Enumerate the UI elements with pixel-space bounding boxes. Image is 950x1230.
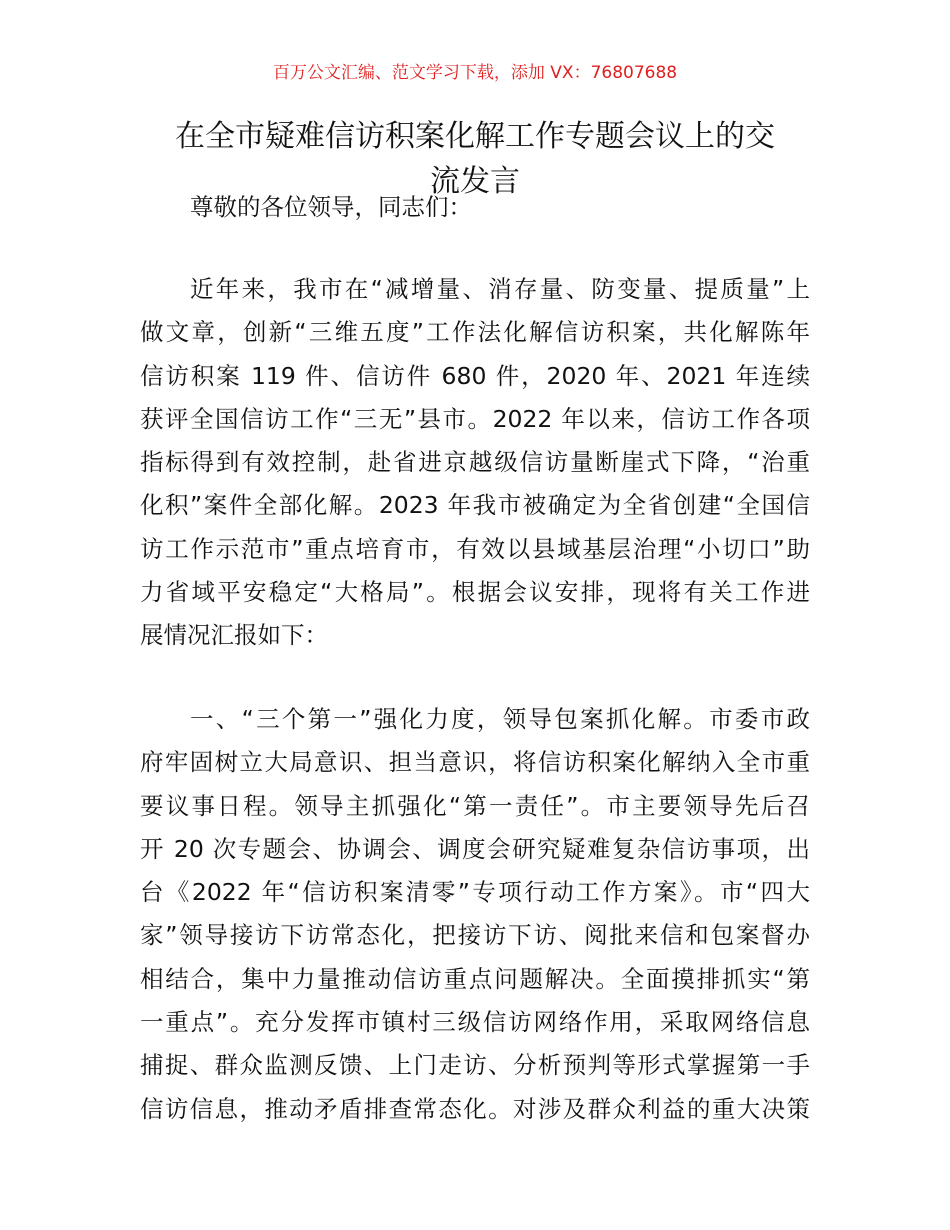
greeting-text: 尊敬的各位领导，同志们： (190, 193, 472, 221)
text-line: 一重点”。充分发挥市镇村三级信访网络作用，采取网络信息 (140, 1008, 810, 1037)
text-line: 获评全国信访工作“三无”县市。2022 年以来，信访工作各项 (140, 404, 810, 433)
text-line: 力省域平安稳定“大格局”。根据会议安排，现将有关工作进 (140, 578, 810, 607)
text-line: 相结合，集中力量推动信访重点问题解决。全面摸排抓实“第 (140, 964, 810, 993)
paragraph-intro (140, 268, 810, 658)
paragraph-section-1 (140, 698, 810, 1131)
text-line: 家”领导接访下访常态化，把接访下访、阅批来信和包案督办 (140, 921, 810, 950)
watermark-header: 百万公文汇编、范文学习下载，添加 VX：76807688 (272, 63, 678, 83)
greeting (140, 186, 810, 229)
text-line: 访工作示范市”重点培育市，有效以县域基层治理“小切口”助 (140, 534, 810, 563)
text-line: 近年来，我市在“减增量、消存量、防变量、提质量”上 (190, 275, 810, 303)
text-line: 开 20 次专题会、协调会、调度会研究疑难复杂信访事项，出 (140, 834, 810, 863)
text-line: 府牢固树立大局意识、担当意识，将信访积案化解纳入全市重 (140, 748, 810, 777)
text-line: 化积”案件全部化解。2023 年我市被确定为全省创建“全国信 (140, 491, 810, 520)
title-line: 在全市疑难信访积案化解工作专题会议上的交 (175, 119, 775, 154)
title-line: 流发言 (430, 164, 520, 199)
text-line: 一、“三个第一”强化力度，领导包案抓化解。市委市政 (190, 705, 810, 733)
text-line: 信访积案 119 件、信访件 680 件，2020 年、2021 年连续 (140, 361, 810, 390)
text-line: 要议事日程。领导主抓强化“第一责任”。市主要领导先后召 (140, 791, 810, 820)
text-line: 捕捉、群众监测反馈、上门走访、分析预判等形式掌握第一手 (140, 1051, 810, 1080)
text-line: 信访信息，推动矛盾排查常态化。对涉及群众利益的重大决策 (140, 1094, 810, 1123)
text-line: 台《2022 年“信访积案清零”专项行动工作方案》。市“四大 (140, 878, 810, 907)
text-line: 做文章，创新“三维五度”工作法化解信访积案，共化解陈年 (140, 318, 810, 347)
text-line: 指标得到有效控制，赴省进京越级信访量断崖式下降，“治重 (140, 448, 810, 477)
text-line: 展情况汇报如下： (140, 621, 328, 650)
